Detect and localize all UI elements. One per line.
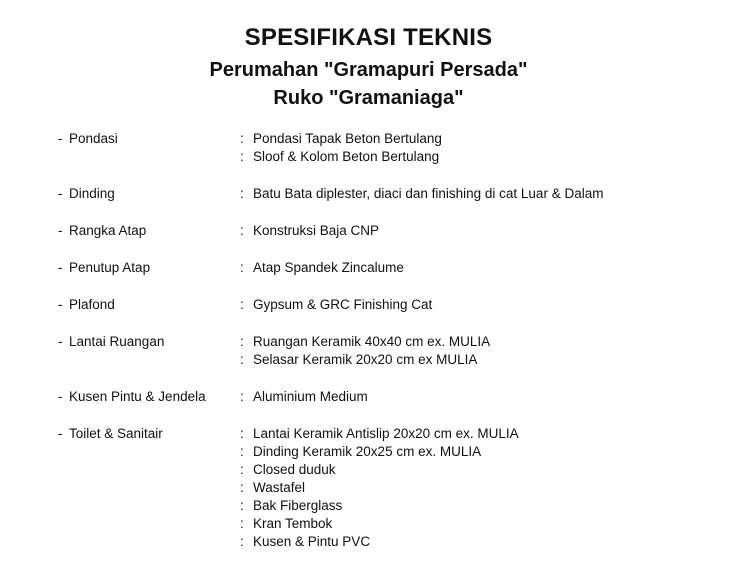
spec-label: Toilet & Sanitair (69, 426, 163, 441)
spec-values (240, 296, 737, 314)
colon-separator: : (240, 534, 244, 549)
bullet-dash: - (58, 334, 63, 349)
colon-separator: : (240, 444, 244, 459)
spec-label: Penutup Atap (69, 260, 151, 275)
spec-value-line (240, 351, 737, 369)
spec-row (0, 388, 737, 406)
spec-value: Lantai Keramik Antislip 20x20 cm ex. MULIA (253, 426, 519, 441)
spec-value-line (240, 443, 737, 461)
spec-label: Pondasi (69, 131, 118, 146)
spec-value: Konstruksi Baja CNP (253, 223, 380, 238)
colon-separator: : (240, 480, 244, 495)
subtitle-housing: Perumahan "Gramapuri Persada" (209, 59, 528, 81)
spec-value: Bak Fiberglass (253, 498, 343, 513)
spec-values (240, 333, 737, 369)
spec-value-line (240, 185, 737, 203)
spec-row (0, 222, 737, 240)
spec-row (0, 296, 737, 314)
colon-separator: : (240, 131, 244, 146)
colon-separator: : (240, 149, 244, 164)
spec-values (240, 130, 737, 166)
spec-value-line (240, 461, 737, 479)
spec-label: Rangka Atap (69, 223, 147, 238)
spec-value: Wastafel (253, 480, 306, 495)
bullet-dash: - (58, 389, 63, 404)
spec-label: Lantai Ruangan (69, 334, 165, 349)
colon-separator: : (240, 516, 244, 531)
spec-value: Closed duduk (253, 462, 336, 477)
spec-values (240, 222, 737, 240)
bullet-dash: - (58, 186, 63, 201)
spec-label: Dinding (69, 186, 115, 201)
spec-values (240, 185, 737, 203)
spec-value-line (240, 388, 737, 406)
colon-separator: : (240, 352, 244, 367)
colon-separator: : (240, 223, 244, 238)
spec-value: Kran Tembok (253, 516, 333, 531)
spec-value-line (240, 533, 737, 551)
spec-value: Aluminium Medium (253, 389, 368, 404)
spec-label: Plafond (69, 297, 115, 312)
colon-separator: : (240, 389, 244, 404)
spec-value-line (240, 222, 737, 240)
colon-separator: : (240, 297, 244, 312)
spec-row (0, 425, 737, 551)
spec-value-line (240, 497, 737, 515)
spec-value-line (240, 333, 737, 351)
spec-list (0, 130, 737, 570)
spec-value: Atap Spandek Zincalume (253, 260, 404, 275)
bullet-dash: - (58, 426, 63, 441)
colon-separator: : (240, 426, 244, 441)
page-title: SPESIFIKASI TEKNIS (244, 24, 493, 51)
spec-value: Kusen & Pintu PVC (253, 534, 371, 549)
colon-separator: : (240, 186, 244, 201)
spec-values (240, 259, 737, 277)
bullet-dash: - (58, 260, 63, 275)
spec-value-line (240, 296, 737, 314)
spec-value-line (240, 259, 737, 277)
colon-separator: : (240, 334, 244, 349)
spec-label: Kusen Pintu & Jendela (69, 389, 206, 404)
spec-value: Pondasi Tapak Beton Bertulang (253, 131, 442, 146)
spec-values (240, 425, 737, 551)
subtitle-shophouse: Ruko "Gramaniaga" (273, 87, 464, 109)
spec-value-line (240, 148, 737, 166)
spec-row (0, 333, 737, 369)
colon-separator: : (240, 498, 244, 513)
spec-values (240, 388, 737, 406)
bullet-dash: - (58, 223, 63, 238)
spec-value: Sloof & Kolom Beton Bertulang (253, 149, 440, 164)
spec-value: Selasar Keramik 20x20 cm ex MULIA (253, 352, 478, 367)
bullet-dash: - (58, 131, 63, 146)
spec-value-line (240, 515, 737, 533)
spec-row (0, 130, 737, 166)
bullet-dash: - (58, 297, 63, 312)
spec-value: Batu Bata diplester, diaci dan finishing di cat Luar & Dalam (253, 186, 604, 201)
spec-value: Gypsum & GRC Finishing Cat (253, 297, 433, 312)
spec-value: Ruangan Keramik 40x40 cm ex. MULIA (253, 334, 491, 349)
colon-separator: : (240, 260, 244, 275)
spec-value-line (240, 425, 737, 443)
spec-row (0, 185, 737, 203)
spec-value-line (240, 130, 737, 148)
spec-row (0, 259, 737, 277)
colon-separator: : (240, 462, 244, 477)
spec-value: Dinding Keramik 20x25 cm ex. MULIA (253, 444, 482, 459)
spec-value-line (240, 479, 737, 497)
